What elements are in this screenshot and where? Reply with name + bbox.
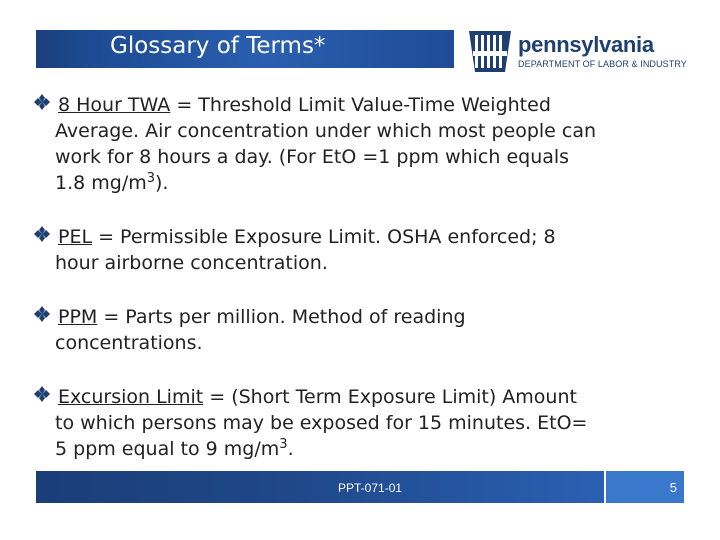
diamond-bullet-icon (34, 386, 50, 402)
glossary-term: PEL (58, 226, 93, 248)
glossary-term: 8 Hour TWA (58, 94, 171, 116)
page-number-box (606, 471, 684, 503)
glossary-term: Excursion Limit (58, 386, 204, 408)
diamond-bullet-icon (34, 306, 50, 322)
glossary-definition-line: Average. Air concentration under which most people can (55, 120, 597, 142)
glossary-definition-line: to which persons may be exposed for 15 minutes. EtO= (55, 412, 588, 434)
glossary-definition: = Threshold Limit Value-Time Weighted (170, 94, 551, 116)
glossary-list (34, 92, 694, 490)
glossary-definition: = Permissible Exposure Limit. OSHA enforced; 8 (92, 226, 556, 248)
glossary-definition-line: 5 ppm equal to 9 $mg/m^3$. (55, 437, 294, 460)
diamond-bullet-icon (34, 94, 50, 110)
glossary-term: PPM (58, 306, 98, 328)
glossary-definition: = (Short Term Exposure Limit) Amount (203, 386, 577, 408)
glossary-definition-line: 1.8 $mg/m^3$). (55, 171, 169, 194)
footer-code: PPT-071-01 (338, 481, 403, 495)
glossary-item-ppm (34, 304, 694, 356)
slide-title: Glossary of Terms* (110, 33, 326, 59)
glossary-definition: = Parts per million. Method of reading (97, 306, 466, 328)
logo-subtitle: DEPARTMENT OF LABOR & INDUSTRY (518, 59, 687, 69)
glossary-item-pel (34, 224, 694, 276)
pennsylvania-logo (466, 28, 696, 74)
page-number: 5 (669, 480, 677, 495)
footer-main (36, 471, 604, 503)
logo-wordmark: pennsylvania (518, 32, 654, 57)
footer-bar (36, 471, 684, 503)
keystone-logo (466, 29, 514, 73)
glossary-definition-line: work for 8 hours a day. (For EtO =1 ppm which equals (55, 146, 570, 168)
glossary-definition-line: concentrations. (55, 332, 203, 354)
glossary-definition-line: hour airborne concentration. (55, 252, 328, 274)
diamond-bullet-icon (34, 226, 50, 242)
glossary-item-twa (34, 92, 694, 196)
glossary-item-excursion-limit (34, 384, 694, 462)
